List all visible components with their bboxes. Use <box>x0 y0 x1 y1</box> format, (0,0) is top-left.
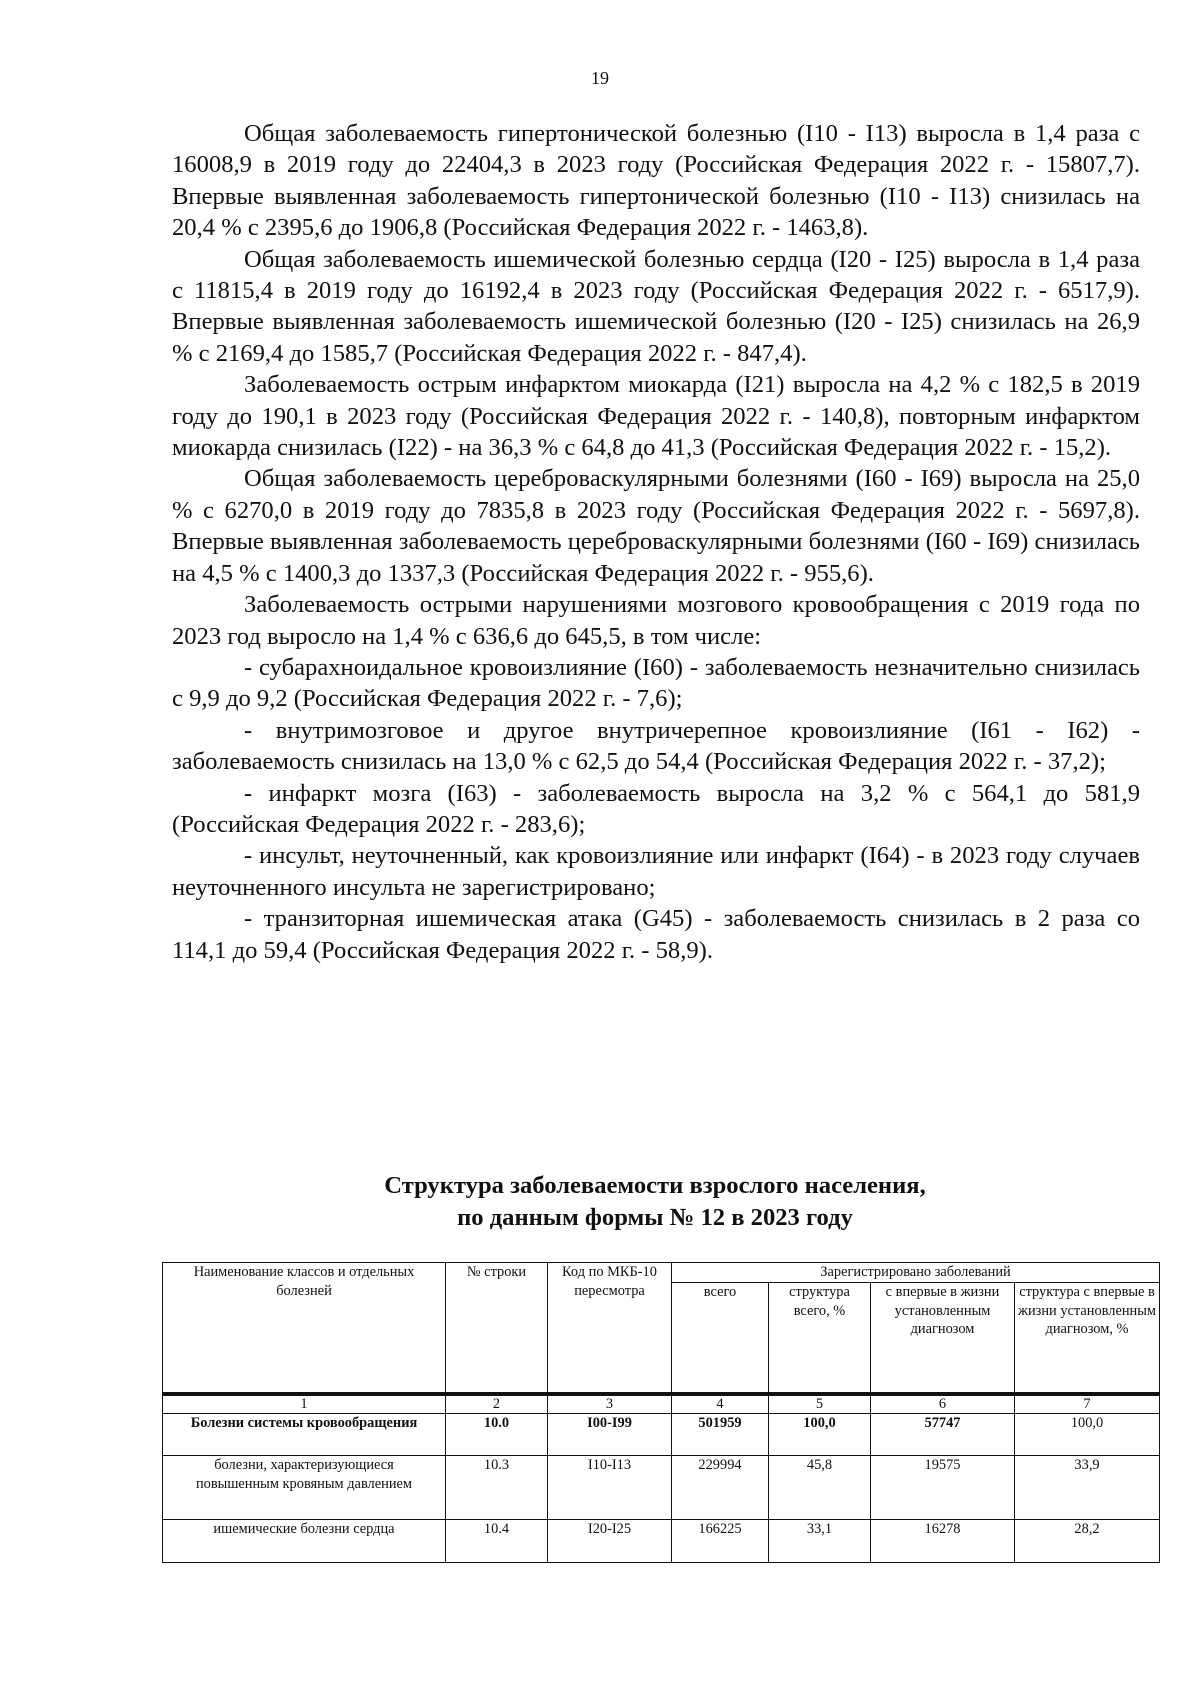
cell-code: I00-I99 <box>548 1414 672 1456</box>
cell-name: болезни, характеризующиеся повышенным кровяным давлением <box>163 1456 446 1520</box>
list-item-transient-ischemic-attack: - транзиторная ишемическая атака (G45) - заболеваемость снизилась в 2 раза со 114,1 до 59,4 (Российская Федерация 2022 г. - 58,9). <box>172 905 1140 964</box>
cell-total: 229994 <box>672 1456 769 1520</box>
table-title <box>150 1170 1160 1234</box>
column-number: 7 <box>1015 1394 1160 1414</box>
column-number: 1 <box>163 1394 446 1414</box>
cell-row-no: 10.3 <box>446 1456 548 1520</box>
header-registered: Зарегистрировано заболеваний <box>672 1263 1160 1283</box>
cell-row-no: 10.0 <box>446 1414 548 1456</box>
cell-code: I10-I13 <box>548 1456 672 1520</box>
table-title-line-1: Структура заболеваемости взрослого населения, <box>384 1172 926 1199</box>
cell-first-time: 16278 <box>871 1520 1015 1563</box>
header-structure-first: структура с впервые в жизни установленным диагнозом, % <box>1015 1282 1160 1394</box>
header-name: Наименование классов и отдельных болезней <box>163 1263 446 1395</box>
morbidity-structure-table <box>162 1262 1160 1563</box>
cell-first-time: 57747 <box>871 1414 1015 1456</box>
header-first-time: с впервые в жизни установленным диагнозом <box>871 1282 1015 1394</box>
cell-name: ишемические болезни сердца <box>163 1520 446 1563</box>
paragraph-ischemic-heart-disease: Общая заболеваемость ишемической болезнью сердца (I20 - I25) выросла в 1,4 раза с 11815,4 в 2019 году до 16192,4 в 2023 году (Российская Федерация 2022 г. - 6517,9). Впервые выявленная заболеваемость ишемической болезнью (I20 - I25) снизилась на 26,9 % с 2169,4 до 1585,7 (Российская Федерация 2022 г. - 847,4). <box>172 245 1140 367</box>
table-row <box>163 1414 1160 1456</box>
cell-structure-first: 100,0 <box>1015 1414 1160 1456</box>
cell-structure-total: 33,1 <box>769 1520 871 1563</box>
cell-code: I20-I25 <box>548 1520 672 1563</box>
cell-structure-total: 45,8 <box>769 1456 871 1520</box>
table-title-line-2: по данным формы № 12 в 2023 году <box>457 1204 853 1231</box>
column-number: 3 <box>548 1394 672 1414</box>
column-number: 4 <box>672 1394 769 1414</box>
list-item-subarachnoid: - субарахноидальное кровоизлияние (I60) - заболеваемость незначительно снизилась с 9,9 до 9,2 (Российская Федерация 2022 г. - 7,6); <box>172 653 1140 713</box>
cell-row-no: 10.4 <box>446 1520 548 1563</box>
cell-structure-total: 100,0 <box>769 1414 871 1456</box>
header-total: всего <box>672 1282 769 1394</box>
list-item-stroke-unspecified: - инсульт, неуточненный, как кровоизлияние или инфаркт (I64) - в 2023 году случаев неуточненного инсульта не зарегистрировано; <box>172 842 1140 901</box>
list-item-intracerebral: - внутримозговое и другое внутричерепное кровоизлияние (I61 - I62) - заболеваемость снизилась на 13,0 % с 62,5 до 54,4 (Российская Федерация 2022 г. - 37,2); <box>172 716 1140 776</box>
cell-structure-first: 33,9 <box>1015 1456 1160 1520</box>
table-row <box>163 1520 1160 1563</box>
header-code: Код по МКБ-10 пересмотра <box>548 1263 672 1395</box>
header-structure-total: структура всего, % <box>769 1282 871 1394</box>
cell-first-time: 19575 <box>871 1456 1015 1520</box>
column-number: 6 <box>871 1394 1015 1414</box>
paragraph-acute-cerebral-circulation: Заболеваемость острыми нарушениями мозгового кровообращения с 2019 года по 2023 год выросло на 1,4 % с 636,6 до 645,5, в том числе: <box>172 591 1140 650</box>
list-item-cerebral-infarction: - инфаркт мозга (I63) - заболеваемость выросла на 3,2 % с 564,1 до 581,9 (Российская Федерация 2022 г. - 283,6); <box>172 779 1140 838</box>
column-number-row <box>163 1394 1160 1414</box>
header-row-no: № строки <box>446 1263 548 1395</box>
cell-structure-first: 28,2 <box>1015 1520 1160 1563</box>
body-text <box>172 118 1140 966</box>
column-number: 2 <box>446 1394 548 1414</box>
column-number: 5 <box>769 1394 871 1414</box>
paragraph-hypertension: Общая заболеваемость гипертонической болезнью (I10 - I13) выросла в 1,4 раза с 16008,9 в 2019 году до 22404,3 в 2023 году (Российская Федерация 2022 г. - 15807,7). Впервые выявленная заболеваемость гипертонической болезнью (I10 - I13) снизилась на 20,4 % с 2395,6 до 1906,8 (Российская Федерация 2022 г. - 1463,8). <box>172 120 1140 242</box>
paragraph-cerebrovascular: Общая заболеваемость цереброваскулярными болезнями (I60 - I69) выросла на 25,0 % с 6270,0 в 2019 году до 7835,8 в 2023 году (Российская Федерация 2022 г. - 5697,8). Впервые выявленная заболеваемость цереброваскулярными болезнями (I60 - I69) снизилась на 4,5 % с 1400,3 до 1337,3 (Российская Федерация 2022 г. - 955,6). <box>172 465 1140 587</box>
paragraph-myocardial-infarction: Заболеваемость острым инфарктом миокарда (I21) выросла на 4,2 % с 182,5 в 2019 году до 190,1 в 2023 году (Российская Федерация 2022 г. - 140,8), повторным инфарктом миокарда снизилась (I22) - на 36,3 % с 64,8 до 41,3 (Российская Федерация 2022 г. - 15,2). <box>172 371 1140 462</box>
page-number: 19 <box>591 68 609 88</box>
table-row <box>163 1456 1160 1520</box>
table-header-row-1 <box>163 1263 1160 1283</box>
cell-total: 166225 <box>672 1520 769 1563</box>
cell-total: 501959 <box>672 1414 769 1456</box>
cell-name: Болезни системы кровообращения <box>163 1414 446 1456</box>
